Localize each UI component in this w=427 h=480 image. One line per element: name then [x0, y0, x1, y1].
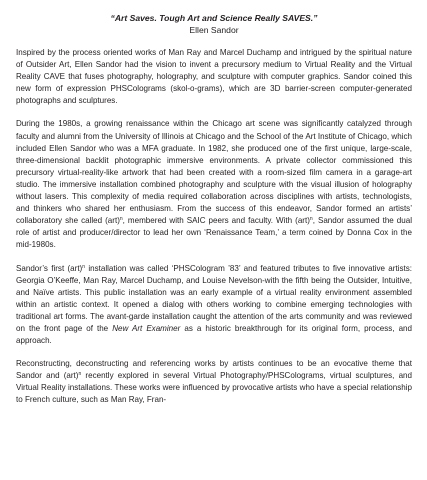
author-name: Ellen Sandor: [189, 25, 239, 35]
superscript-n: n: [309, 216, 313, 223]
paragraph-3: [16, 263, 412, 348]
paragraph-2-text-c: , Sandor assumed the dual role of artist and producer/director to lead her own ‘Renaissance Team,’ a term coined by Donna Cox in the mid-1980s.: [16, 216, 413, 250]
superscript-n: n: [119, 216, 123, 223]
paragraph-4: [16, 358, 412, 406]
paragraph-4-text-b: recently explored in several Virtual Photography/PHSColograms, virtual sculptures, and Virtual Reality installations. These works were influenced by provocative artists who have a special relationship to French culture, such as Man Ray, Fran-: [16, 371, 412, 405]
superscript-n: n: [78, 371, 82, 378]
paragraph-3-text-d: as a historic breakthrough for its original form, process, and approach.: [16, 323, 412, 346]
paragraph-2-text-b: , membered with SAIC peers and faculty. With (art): [122, 216, 310, 226]
publication-name: New Art Examiner: [112, 323, 181, 333]
document-title: “Art Saves. Tough Art and Science Really SAVES.”: [110, 13, 318, 23]
superscript-n: n: [82, 263, 86, 270]
paragraph-4-text-a: Reconstructing, deconstructing and referencing works by artists continues to be an evocative theme that Sandor and (art): [16, 359, 412, 381]
paragraph-3-text-a: Sandor’s first (art): [16, 263, 83, 273]
paragraph-2: [16, 118, 412, 251]
paragraph-2-text-a: During the 1980s, a growing renaissance within the Chicago art scene was significantly catalyzed through faculty and alumni from the University of Illinois at Chicago and the School of the Art Institute of Chicago, which included Ellen Sandor who was a MFA graduate. In 1982, she produced one of the first unique, large-scale, three-dimensional backlit photographic immersive environments. A private collector commissioned this precursory virtual-reality-like artwork that had been created with a room-sized film camera in a garage-art studio. The immersive installation combined photography and sculpture with the visual illusion of holography without lasers. This complexity of media required collaboration across disciplines with artists, technologists, and thinkers who shared her enthusiasm. From the success of this endeavor, Sandor formed an artists’ collaboratory she called (art): [16, 119, 412, 226]
paragraph-1: Inspired by the process oriented works of Man Ray and Marcel Duchamp and intrigued by the spiritual nature of Outsider Art, Ellen Sandor had the vision to invent a precursory medium to Virtual Reality and the Virtual Reality CAVE that fuses photography, holography, and sculpture with computer graphics. Sandor coined this new form of expression PHSColograms (skol-o-grams), which are 3D barrier-screen computer-generated photographs and sculptures.: [16, 48, 412, 106]
paragraph-3-text-b: installation was called ‘PHSCologram ’83’ and featured tributes to five innovative artists: Georgia O’Keeffe, Man Ray, Marcel Duchamp, and Louise Nevelson-with the fifth being the Outsider, Intuitive, and Naïve artists. This public installation was an early example of a virtual reality environment assembled within an artistic context. It opened a dialog with others working to combine emerging technologies with traditional art forms. The avant-garde installation caught the attention of the arts community and was reviewed on the front page of the: [16, 263, 412, 333]
